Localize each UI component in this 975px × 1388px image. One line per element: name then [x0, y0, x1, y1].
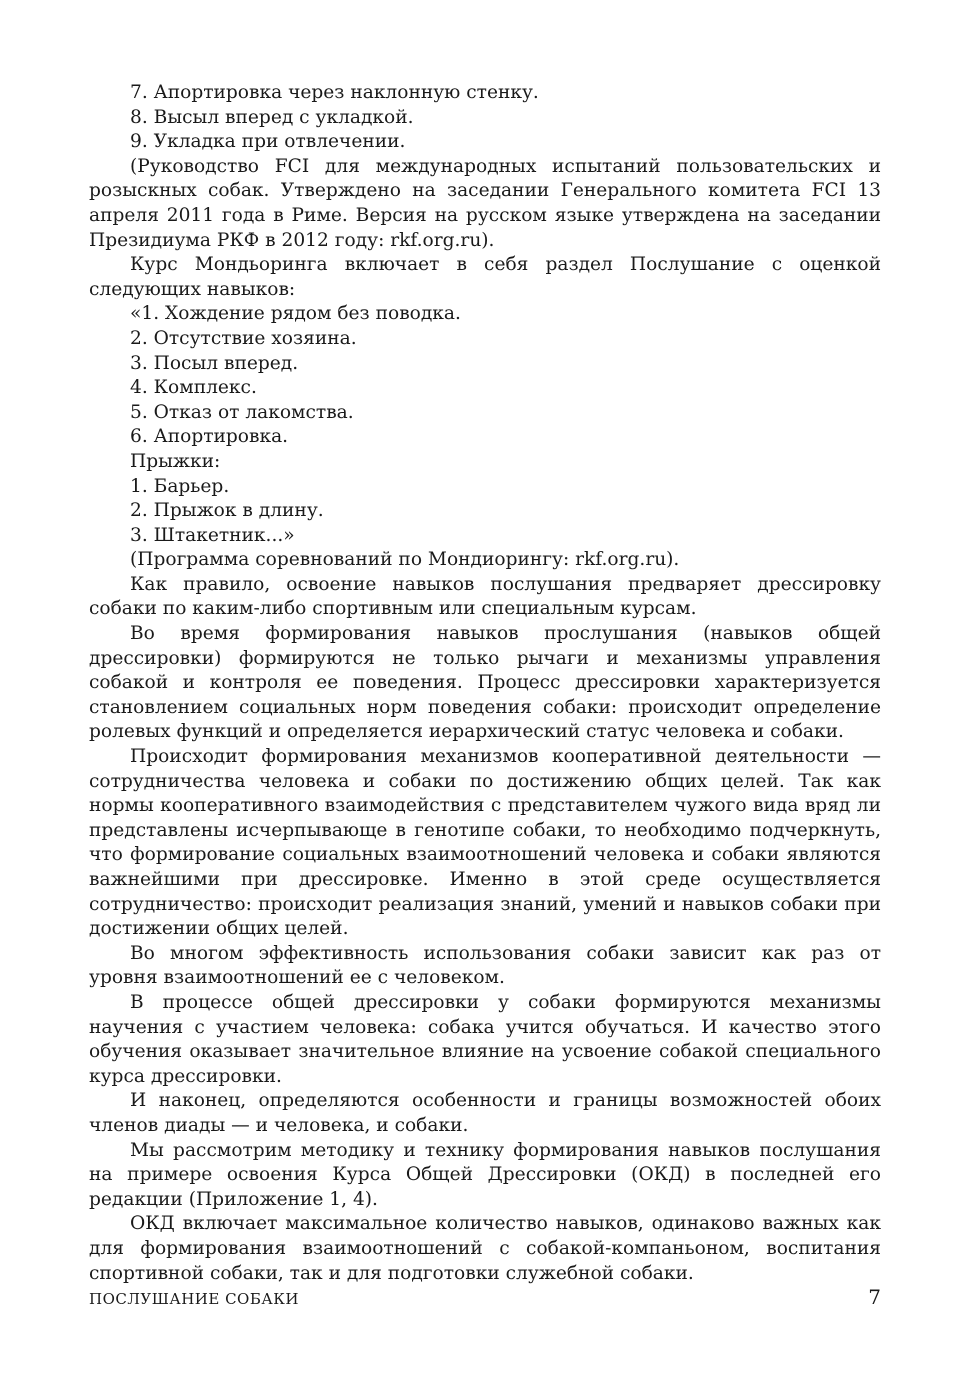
list-item: 6. Апортировка. [130, 426, 289, 448]
fci-source-citation: (Руководство FCI для международных испытаний пользовательских и розыскных собак. Утверждено на заседании Генерального комитета FCI 13 апреля 2011 года в Риме. Версия на русском языке утверждена на заседании Президиума РКФ в 2012 году: rkf.org.ru). [89, 155, 881, 251]
list-subheading: Прыжки: [130, 450, 221, 472]
paragraph: Во многом эффективность использования собаки зависит как раз от уровня взаимоотношений ее с человеком. [89, 942, 881, 989]
list-item: 9. Укладка при отвлечении. [130, 131, 406, 153]
list-item: 2. Отсутствие хозяина. [130, 327, 357, 349]
paragraph: Как правило, освоение навыков послушания предваряет дрессировку собаки по каким-либо спортивным или специальным курсам. [89, 573, 881, 620]
paragraph: В процессе общей дрессировки у собаки формируются механизмы научения с участием человека: собака учится обучаться. И качество этого обучения оказывает значительное влияние на усвоение собакой специального курса дрессировки. [89, 991, 881, 1087]
paragraph: Во время формирования навыков прослушания (навыков общей дрессировки) формируются не только рычаги и механизмы управления собакой и контроля ее поведения. Процесс дрессировки характеризуется становлением социальных норм поведения собаки: происходит определение ролевых функций и определяется иерархический статус человека и собаки. [89, 623, 881, 743]
running-title: ПОСЛУШАНИЕ СОБАКИ [89, 1290, 299, 1308]
mondio-intro-paragraph: Курс Мондьоринга включает в себя раздел Послушание с оценкой следующих навыков: [89, 254, 881, 300]
body-text [89, 81, 881, 1286]
list-item: 5. Отказ от лакомства. [130, 401, 354, 423]
paragraph: И наконец, определяются особенности и границы возможностей обоих членов диады — и человека, и собаки. [89, 1090, 881, 1136]
paragraph: Мы рассмотрим методику и технику формирования навыков послушания на примере освоения Курса Общей Дрессировки (ОКД) в последней его редакции (Приложение 1, 4). [89, 1139, 881, 1210]
list-item: 3. Посыл вперед. [130, 352, 299, 374]
list-item: 1. Барьер. [130, 475, 230, 497]
list-item: 7. Апортировка через наклонную стенку. [130, 82, 539, 103]
list-item: «1. Хождение рядом без поводка. [130, 303, 461, 325]
paragraph: ОКД включает максимальное количество навыков, одинаково важных как для формирования взаимоотношений с собакой-компаньоном, воспитания спортивной собаки, так и для подготовки служебной собаки. [89, 1213, 881, 1284]
list-item: 2. Прыжок в длину. [130, 500, 324, 522]
list-item: 8. Высыл вперед с укладкой. [130, 106, 414, 128]
paragraph: Происходит формирования механизмов кооперативной деятельности — сотрудничества человека и собаки по достижению общих целей. Так как нормы кооперативного взаимодействия с представителем чужого вида вряд ли представлены исчерпывающе в генотипе собаки, то необходимо подчеркнуть, что формирование социальных взаимоотношений человека и собаки являются важнейшими при дрессировке. Именно в этой среде осуществляется сотрудничество: происходит реализация знаний, умений и навыков собаки при достижении общих целей. [89, 746, 881, 940]
list-item: 3. Штакетник...» [130, 524, 295, 546]
list-item: 4. Комплекс. [130, 377, 257, 399]
mondio-source-citation: (Программа соревнований по Мондиорингу: rkf.org.ru). [130, 549, 680, 571]
page-number: 7 [868, 1285, 881, 1309]
page-footer [89, 1285, 881, 1309]
